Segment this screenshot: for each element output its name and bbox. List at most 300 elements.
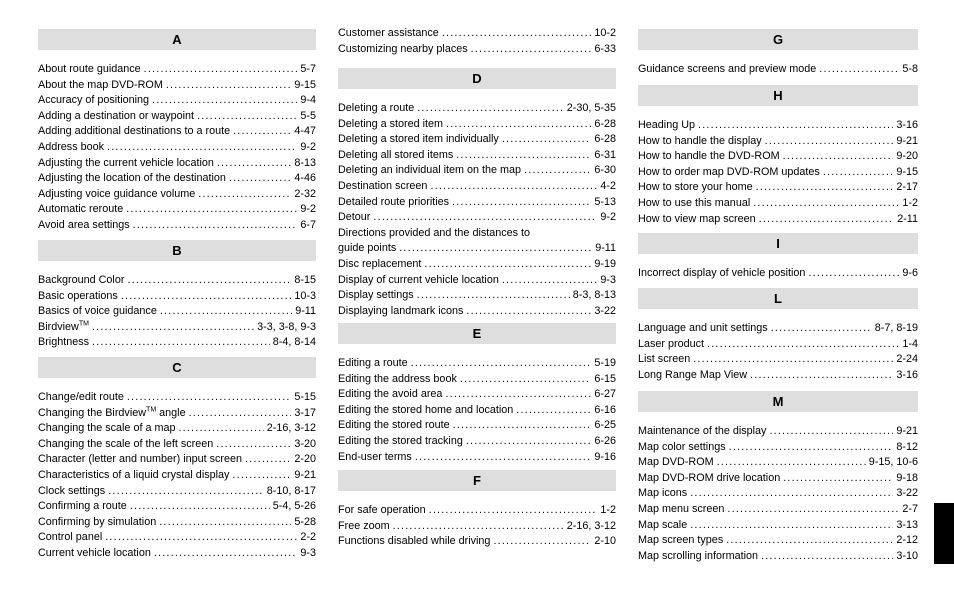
index-entry [638, 440, 918, 456]
entry-term [38, 156, 214, 172]
index-entry [38, 499, 316, 515]
index-entry [338, 434, 616, 450]
entry-page-reference: 9-6 [902, 267, 918, 279]
entry-term-text: Background Color [38, 274, 125, 286]
entry-term-text: Adjusting the location of the destination [38, 172, 226, 185]
dot-leader [698, 118, 893, 134]
entry-page-reference: 5-19 [594, 357, 616, 369]
index-entry [38, 390, 316, 406]
entry-page-reference: 4-47 [294, 125, 316, 138]
entry-term-text: Change/edit route [38, 391, 124, 403]
entry-term [338, 434, 463, 450]
entry-term-text: Laser product [638, 337, 705, 350]
entry-page-reference: 6-25 [594, 419, 616, 432]
entry-term [638, 165, 820, 181]
entry-term [38, 546, 151, 562]
dot-leader [460, 372, 592, 388]
entry-page-reference: 3-22 [594, 304, 616, 317]
entry-term [638, 533, 723, 549]
index-entry [638, 518, 918, 534]
entry-page-reference: 2-30, 5-35 [566, 102, 616, 114]
index-entry [338, 132, 616, 148]
dot-leader [445, 387, 591, 403]
index-section-h [638, 85, 918, 227]
index-entry [638, 62, 918, 78]
entry-term [338, 163, 521, 179]
entry-term-text: How to use this manual [638, 196, 751, 209]
entry-term [338, 117, 443, 133]
entry-page-reference: 2-10 [594, 535, 616, 548]
entry-term [338, 503, 426, 519]
entry-page-reference: 9-15, 10-6 [868, 456, 918, 469]
dot-leader [690, 518, 893, 534]
dot-leader [232, 468, 291, 484]
entry-term [38, 109, 194, 125]
dot-leader [819, 62, 899, 78]
dot-leader [233, 124, 291, 140]
entry-term-text: Brightness [38, 336, 90, 349]
dot-leader [417, 101, 564, 117]
entry-page-reference: 5-13 [594, 195, 616, 208]
entry-page-reference: 4-2 [600, 179, 616, 192]
entry-page-reference: 9-21 [294, 468, 316, 481]
entry-term-text: Adjusting voice guidance volume [38, 187, 196, 200]
index-entry [338, 418, 616, 434]
index-entry [38, 187, 316, 203]
entry-term [38, 530, 102, 546]
trademark-superscript: TM [78, 320, 89, 328]
entry-term [338, 148, 453, 164]
entry-term [38, 62, 141, 78]
entry-term-text: Display of current vehicle location [338, 273, 499, 286]
entry-term-text: About route guidance [38, 63, 141, 75]
entry-page-reference: 9-15 [896, 165, 918, 178]
entry-term-text: Map screen types [638, 534, 724, 547]
entry-term-text: Map icons [638, 487, 688, 500]
entry-term-text: Changing the scale of a map [38, 422, 176, 435]
entry-term [38, 335, 89, 351]
index-entry [638, 352, 918, 368]
dot-leader [127, 273, 291, 289]
index-entry [38, 546, 316, 562]
entry-page-reference: 5-8 [902, 63, 918, 75]
entry-term-text: Basics of voice guidance [38, 305, 157, 318]
entry-term [638, 471, 780, 487]
index-entry [38, 171, 316, 187]
entry-page-reference: 6-28 [594, 117, 616, 130]
index-entry [338, 356, 616, 372]
dot-leader [399, 241, 592, 257]
entry-term-text: Confirming a route [38, 500, 127, 513]
dot-leader [726, 533, 893, 549]
entry-term [638, 118, 695, 134]
dot-leader [756, 180, 894, 196]
index-entry [338, 257, 616, 273]
entry-term [638, 368, 747, 384]
entry-term-text: Editing the address book [338, 372, 457, 385]
entry-term-text: Detour [338, 211, 371, 224]
entry-term [338, 132, 499, 148]
dot-leader [245, 452, 291, 468]
dot-leader [753, 196, 899, 212]
index-entry [38, 406, 316, 422]
entry-term-text: Automatic reroute [38, 203, 124, 216]
entry-term-text: Customizing nearby places [338, 42, 468, 55]
index-entry [38, 202, 316, 218]
entry-term [338, 241, 396, 257]
entry-term-text: Maintenance of the display [638, 425, 767, 437]
index-entry [338, 117, 616, 133]
entry-page-reference: 5-15 [294, 391, 316, 403]
entry-term-text: Control panel [38, 531, 103, 544]
section-letter-heading: B [38, 240, 316, 261]
dot-leader [759, 212, 895, 228]
entry-term-text: Editing the stored route [338, 419, 450, 432]
entry-page-reference: 6-28 [594, 133, 616, 146]
entry-term-text: Customer assistance [338, 27, 439, 39]
entry-page-reference: 9-21 [896, 425, 918, 437]
dot-leader [373, 210, 597, 226]
index-entry [338, 304, 616, 320]
index-section-e [338, 323, 616, 465]
index-entry [38, 273, 316, 289]
index-entry [338, 273, 616, 289]
index-entry [338, 26, 616, 42]
entry-page-reference: 9-16 [594, 450, 616, 463]
entry-term-text: Guidance screens and preview mode [638, 63, 817, 75]
index-section-a [38, 29, 316, 234]
entry-term [38, 452, 242, 468]
index-entry [638, 321, 918, 337]
entry-term [638, 455, 714, 471]
dot-leader [198, 187, 291, 203]
entry-term [638, 549, 758, 565]
entry-term [638, 212, 756, 228]
entry-page-reference: 2-16, 3-12 [566, 519, 616, 532]
entry-term [338, 227, 530, 239]
entry-term [38, 484, 105, 500]
entry-page-reference: 2-20 [294, 453, 316, 466]
entry-term [638, 134, 762, 150]
dot-leader [466, 304, 591, 320]
entry-term [338, 26, 439, 42]
entry-term-text: About the map DVD-ROM [38, 78, 163, 91]
entry-term-text: Incorrect display of vehicle position [638, 267, 806, 279]
dot-leader [765, 134, 894, 150]
entry-page-reference: 8-7, 8-19 [874, 322, 918, 334]
dot-leader [690, 486, 893, 502]
entry-term-text-after: angle [156, 406, 186, 419]
dot-leader [750, 368, 893, 384]
index-entry [638, 502, 918, 518]
index-entry [338, 503, 616, 519]
entry-term [338, 418, 450, 434]
dot-leader [771, 321, 872, 337]
index-entry [38, 468, 316, 484]
index-entry [638, 533, 918, 549]
entry-term-text: Displaying landmark icons [338, 304, 464, 317]
index-section-d [338, 68, 616, 319]
entry-term-text: Accuracy of positioning [38, 94, 150, 107]
dot-leader [417, 288, 570, 304]
index-entry [638, 180, 918, 196]
dot-leader [452, 195, 591, 211]
dot-leader [160, 304, 292, 320]
section-letter-heading: I [638, 233, 918, 254]
index-entry [338, 519, 616, 535]
dot-leader [430, 179, 597, 195]
entry-page-reference: 5-4, 5-26 [272, 500, 316, 513]
dot-leader [429, 503, 598, 519]
dot-leader [783, 471, 893, 487]
entry-term [38, 468, 229, 484]
index-entry [638, 368, 918, 384]
entry-term [338, 42, 468, 58]
entry-term-text: Editing the stored home and location [338, 403, 514, 416]
entry-term-text: Detailed route priorities [338, 195, 450, 208]
dot-leader [105, 530, 297, 546]
dot-leader [152, 93, 297, 109]
index-section-continued [338, 26, 616, 57]
entry-page-reference: 9-11 [595, 242, 616, 255]
index-entry [338, 372, 616, 388]
index-entry [638, 337, 918, 353]
index-section-b [38, 240, 316, 351]
entry-term [338, 101, 414, 117]
dot-leader [154, 546, 298, 562]
dot-leader [229, 171, 291, 187]
section-letter-heading: E [338, 323, 616, 344]
index-entry [38, 515, 316, 531]
entry-page-reference: 6-7 [300, 218, 316, 231]
index-entry [38, 78, 316, 94]
entry-term-text: Avoid area settings [38, 218, 130, 231]
index-entry [38, 289, 316, 305]
index-entry [38, 437, 316, 453]
index-entry [38, 124, 316, 140]
entry-page-reference: 3-3, 3-8, 9-3 [257, 320, 316, 333]
index-entry [38, 62, 316, 78]
entry-term-text: Long Range Map View [638, 368, 748, 381]
entry-term-text: How to order map DVD-ROM updates [638, 165, 820, 178]
entry-page-reference: 9-3 [300, 546, 316, 559]
entry-term [38, 406, 186, 422]
entry-term-text: Map color settings [638, 440, 726, 453]
dot-leader [808, 266, 899, 282]
index-entry [338, 226, 616, 242]
entry-term-text: Adjusting the current vehicle location [38, 156, 214, 169]
entry-page-reference: 8-4, 8-14 [272, 336, 316, 349]
entry-page-reference: 8-3, 8-13 [572, 289, 616, 302]
dot-leader [493, 534, 591, 550]
index-entry [638, 471, 918, 487]
entry-page-reference: 9-2 [300, 140, 316, 153]
index-entry [338, 148, 616, 164]
dot-leader [524, 163, 591, 179]
entry-term-text: How to handle the DVD-ROM [638, 150, 780, 163]
entry-page-reference: 3-20 [294, 437, 316, 450]
entry-term-text: Basic operations [38, 289, 118, 302]
entry-term-text: Birdview [38, 320, 79, 333]
entry-page-reference: 9-2 [600, 211, 616, 224]
dot-leader [107, 140, 297, 156]
index-entry [338, 195, 616, 211]
entry-term [638, 424, 766, 440]
entry-term [638, 440, 726, 456]
index-section-l [638, 288, 918, 383]
index-entry [38, 452, 316, 468]
entry-page-reference: 9-15 [294, 78, 316, 91]
dot-leader [456, 148, 591, 164]
entry-term [38, 78, 163, 94]
entry-term-text: How to store your home [638, 181, 753, 194]
section-letter-heading: L [638, 288, 918, 309]
entry-term [638, 502, 724, 518]
index-entry [338, 42, 616, 58]
index-entry [38, 530, 316, 546]
dot-leader [108, 484, 264, 500]
dot-leader [178, 421, 263, 437]
entry-term-text: Deleting a stored item [338, 117, 444, 130]
entry-page-reference: 9-21 [896, 134, 918, 147]
index-entry [38, 421, 316, 437]
dot-leader [126, 202, 297, 218]
dot-leader [442, 26, 592, 42]
entry-term [38, 202, 123, 218]
entry-term [338, 450, 412, 466]
entry-term-text: Map DVD-ROM drive location [638, 471, 781, 484]
dot-leader [769, 424, 893, 440]
entry-term [38, 499, 127, 515]
entry-term [38, 304, 157, 320]
dot-leader [393, 519, 564, 535]
index-entry [338, 450, 616, 466]
dot-leader [783, 149, 894, 165]
entry-term-text: Disc replacement [338, 257, 422, 270]
entry-page-reference: 3-16 [896, 368, 918, 381]
entry-term-text: For safe operation [338, 504, 426, 516]
index-entry [338, 101, 616, 117]
entry-page-reference: 8-13 [294, 156, 316, 169]
dot-leader [717, 455, 866, 471]
index-entry [638, 455, 918, 471]
entry-term-text: End-user terms [338, 450, 412, 463]
entry-term [338, 387, 442, 403]
section-letter-heading: H [638, 85, 918, 106]
entry-term-text: Character (letter and number) input screen [38, 453, 243, 466]
entry-page-reference: 9-4 [300, 94, 316, 107]
entry-term-text: Language and unit settings [638, 322, 768, 334]
entry-term-text: Free zoom [338, 519, 390, 532]
entry-page-reference: 1-4 [902, 337, 918, 350]
entry-page-reference: 9-19 [594, 257, 616, 270]
index-entry [338, 288, 616, 304]
index-entry [38, 304, 316, 320]
chapter-thumb-tab [934, 503, 954, 564]
entry-term-text: Current vehicle location [38, 546, 151, 559]
entry-page-reference: 10-3 [294, 289, 316, 302]
entry-page-reference: 6-26 [594, 434, 616, 447]
index-entry [338, 403, 616, 419]
entry-term [338, 304, 463, 320]
dot-leader [144, 62, 298, 78]
index-entry [38, 335, 316, 351]
entry-page-reference: 2-16, 3-12 [266, 422, 316, 435]
entry-term [638, 149, 780, 165]
entry-page-reference: 5-28 [294, 515, 316, 528]
entry-term [338, 288, 414, 304]
entry-term-text: Directions provided and the distances to [338, 226, 531, 239]
index-entry [38, 484, 316, 500]
section-letter-heading: D [338, 68, 616, 89]
entry-term-text: Map DVD-ROM [638, 456, 714, 469]
dot-leader [127, 390, 292, 406]
entry-term [38, 320, 89, 336]
dot-leader [216, 437, 291, 453]
entry-page-reference: 9-18 [896, 471, 918, 484]
section-letter-heading: G [638, 29, 918, 50]
dot-leader [133, 218, 298, 234]
index-entry [338, 387, 616, 403]
entry-term [338, 273, 499, 289]
index-entry [38, 109, 316, 125]
entry-page-reference: 2-12 [896, 534, 918, 547]
entry-term-text: Map scale [638, 518, 688, 531]
dot-leader [693, 352, 893, 368]
dot-leader [823, 165, 894, 181]
dot-leader [453, 418, 592, 434]
entry-page-reference: 8-12 [896, 440, 918, 453]
entry-term-text: How to view map screen [638, 212, 756, 225]
index-section-g [638, 29, 918, 78]
entry-term-text: Changing the scale of the left screen [38, 437, 214, 450]
entry-term [638, 518, 687, 534]
index-entry [38, 320, 316, 336]
dot-leader [121, 289, 292, 305]
index-entry [38, 218, 316, 234]
dot-leader [415, 450, 592, 466]
entry-term-text: Adding additional destinations to a route [38, 125, 231, 138]
entry-page-reference: 3-22 [896, 487, 918, 500]
dot-leader [197, 109, 297, 125]
entry-page-reference: 2-32 [294, 187, 316, 200]
dot-leader [729, 440, 894, 456]
dot-leader [217, 156, 292, 172]
index-entry [638, 118, 918, 134]
section-letter-heading: F [338, 470, 616, 491]
entry-term-text: Editing the stored tracking [338, 434, 463, 447]
entry-page-reference: 3-17 [294, 406, 316, 419]
entry-term [638, 266, 805, 282]
entry-term [38, 273, 124, 289]
dot-leader [466, 434, 592, 450]
entry-term [638, 62, 816, 78]
entry-term [338, 210, 370, 226]
entry-term-text: Clock settings [38, 484, 106, 497]
entry-page-reference: 2-2 [300, 531, 316, 544]
entry-page-reference: 5-7 [300, 63, 316, 75]
entry-term [38, 218, 130, 234]
dot-leader [159, 515, 291, 531]
entry-term [638, 486, 687, 502]
entry-page-reference: 3-13 [896, 518, 918, 531]
entry-term [338, 356, 408, 372]
entry-page-reference: 9-20 [896, 150, 918, 163]
entry-page-reference: 10-2 [594, 27, 616, 39]
entry-page-reference: 6-27 [594, 388, 616, 401]
entry-page-reference: 4-46 [294, 172, 316, 185]
index-entry [38, 156, 316, 172]
